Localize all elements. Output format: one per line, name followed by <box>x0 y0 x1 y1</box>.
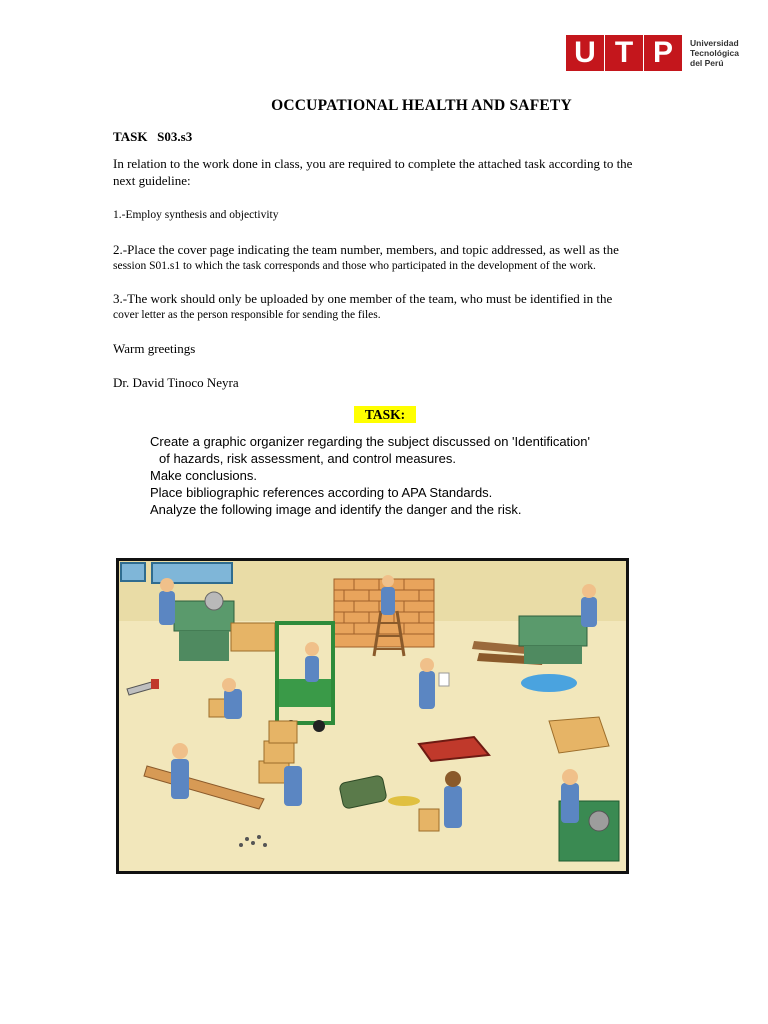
bullet-icon <box>137 484 150 501</box>
bullet-text: Create a graphic organizer regarding the subject discussed on 'Identification' <box>150 434 591 449</box>
utp-logo <box>566 35 739 71</box>
step-2 <box>113 241 619 275</box>
bullet-icon <box>137 433 150 450</box>
window <box>121 563 145 581</box>
list-item <box>137 501 590 518</box>
task-bullet-list <box>137 433 590 518</box>
bullet-text: Place bibliographic references according to APA Standards. <box>150 485 493 500</box>
bullet-text: of hazards, risk assessment, and control measures. <box>159 451 456 466</box>
step-3-line-1: 3.-The work should only be uploaded by one member of the team, who must be identified in the <box>113 291 613 306</box>
signature: Dr. David Tinoco Neyra <box>113 375 239 390</box>
water-spill <box>521 674 577 692</box>
logo-line-2: Tecnológica <box>690 48 739 58</box>
logo-university-name <box>690 38 739 68</box>
list-item-continuation <box>137 450 590 467</box>
step-1: 1.-Employ synthesis and objectivity <box>113 209 279 221</box>
list-item <box>137 467 590 484</box>
list-item <box>137 484 590 501</box>
bullet-text: Analyze the following image and identify the danger and the risk. <box>150 502 522 517</box>
greeting: Warm greetings <box>113 341 196 356</box>
hazards-scene <box>119 561 626 871</box>
workplace-hazards-illustration <box>116 558 629 874</box>
bullet-icon <box>137 467 150 484</box>
cardboard-box <box>231 623 275 651</box>
task-label: TASK: <box>354 406 416 423</box>
intro-paragraph <box>113 155 632 189</box>
list-item <box>137 433 590 450</box>
step-3 <box>113 290 612 324</box>
step-2-line-2: session S01.s1 to which the task corresponds and those who participated in the development of the work. <box>113 260 596 272</box>
document-title: OCCUPATIONAL HEALTH AND SAFETY <box>271 97 572 114</box>
logo-line-1: Universidad <box>690 38 739 48</box>
logo-letter-t: T <box>605 35 643 71</box>
open-box <box>549 717 609 753</box>
intro-line-1: In relation to the work done in class, you are required to complete the attached task according to the <box>113 156 633 171</box>
intro-line-2: next guideline: <box>113 173 191 188</box>
step-3-line-2: cover letter as the person responsible for sending the files. <box>113 309 381 321</box>
logo-line-3: del Perú <box>690 58 724 68</box>
task-code: TASK S03.s3 <box>113 129 193 144</box>
logo-letter-p: P <box>644 35 682 71</box>
logo-letter-u: U <box>566 35 604 71</box>
bullet-text: Make conclusions. <box>150 468 257 483</box>
step-2-line-1: 2.-Place the cover page indicating the team number, members, and topic addressed, as well as the <box>113 242 619 257</box>
bullet-icon <box>137 501 150 518</box>
